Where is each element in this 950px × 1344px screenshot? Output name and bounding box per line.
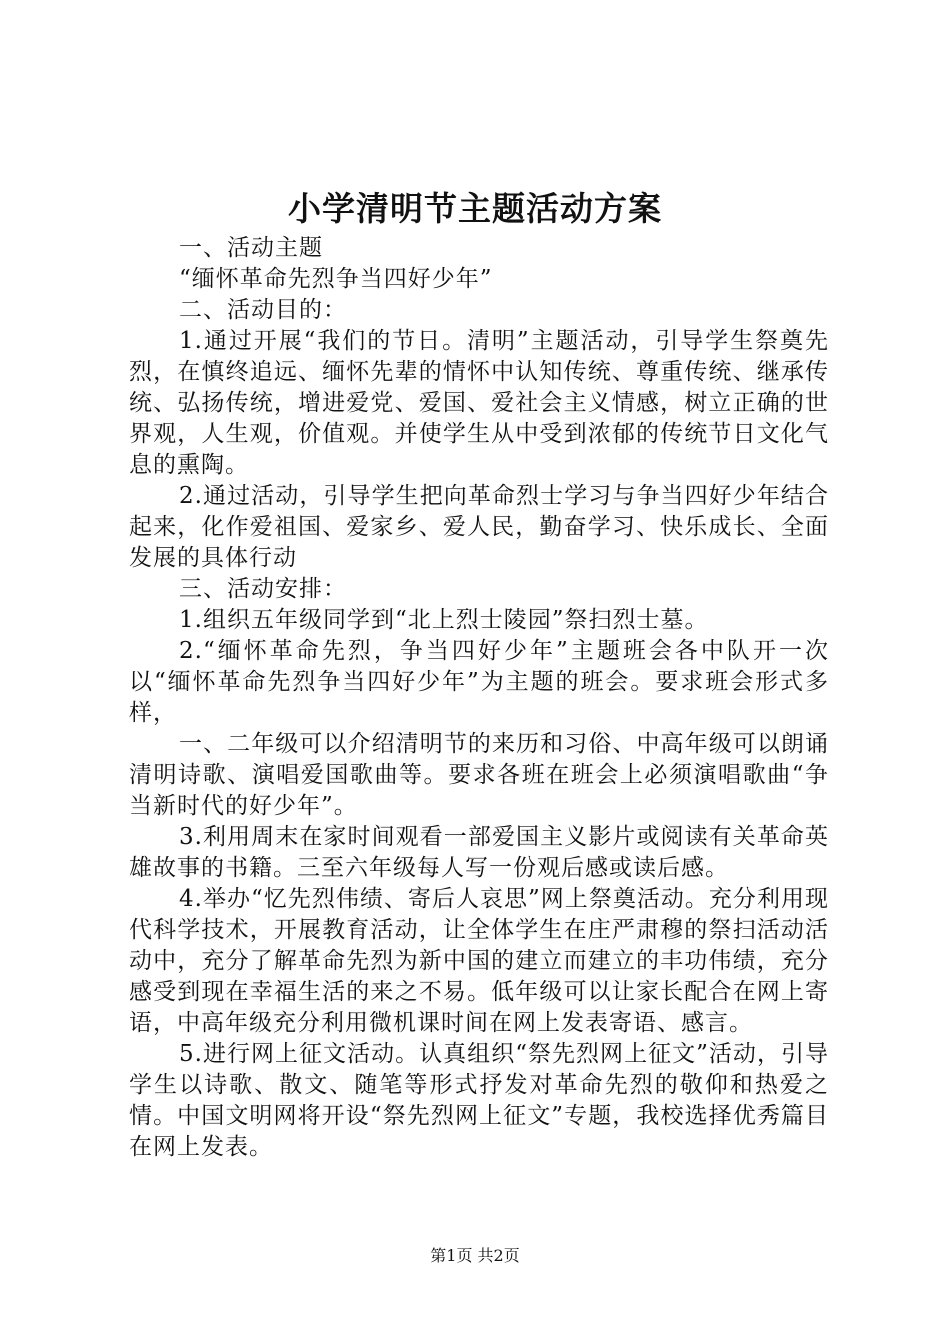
page-footer: 第1页 共2页 <box>430 1246 520 1265</box>
arrangement-item-2: 2.“缅怀革命先烈，争当四好少年”主题班会各中队开一次以“缅怀革命先烈争当四好少年”为主题的班会。要求班会形式多样， <box>129 638 829 726</box>
theme-slogan: “缅怀革命先烈争当四好少年” <box>179 266 493 292</box>
purpose-item-1: 1.通过开展“我们的节日。清明”主题活动，引导学生祭奠先烈，在慎终追远、缅怀先辈的情怀中认知传统、尊重传统、继承传统、弘扬传统，增进爱党、爱国、爱社会主义情感，树立正确的世界观，人生观，价值观。并使学生从中受到浓郁的传统节日文化气息的熏陶。 <box>129 328 829 478</box>
page-title: 小学清明节主题活动方案 <box>288 189 662 228</box>
section-heading-arrangement: 三、活动安排： <box>179 576 347 602</box>
section-heading-theme: 一、活动主题 <box>179 235 323 261</box>
arrangement-item-5: 5.进行网上征文活动。认真组织“祭先烈网上征文”活动，引导学生以诗歌、散文、随笔等形式抒发对革命先烈的敬仰和热爱之情。中国文明网将开设“祭先烈网上征文”专题，我校选择优秀篇目在网上发表。 <box>129 1041 829 1160</box>
arrangement-item-1: 1.组织五年级同学到“北上烈士陵园”祭扫烈士墓。 <box>179 607 709 633</box>
purpose-item-2: 2.通过活动，引导学生把向革命烈士学习与争当四好少年结合起来，化作爱祖国、爱家乡、爱人民，勤奋学习、快乐成长、全面发展的具体行动 <box>129 483 829 571</box>
document-body <box>129 233 829 1163</box>
arrangement-item-2-detail: 一、二年级可以介绍清明节的来历和习俗、中高年级可以朗诵清明诗歌、演唱爱国歌曲等。要求各班在班会上必须演唱歌曲“争当新时代的好少年”。 <box>129 731 829 819</box>
arrangement-item-3: 3.利用周末在家时间观看一部爱国主义影片或阅读有关革命英雄故事的书籍。三至六年级每人写一份观后感或读后感。 <box>129 824 829 881</box>
section-heading-purpose: 二、活动目的： <box>179 297 347 323</box>
arrangement-item-4: 4.举办“忆先烈伟绩、寄后人哀思”网上祭奠活动。充分利用现代科学技术，开展教育活动，让全体学生在庄严肃穆的祭扫活动活动中，充分了解革命先烈为新中国的建立而建立的丰功伟绩，充分感受到现在幸福生活的来之不易。低年级可以让家长配合在网上寄语，中高年级充分利用微机课时间在网上发表寄语、感言。 <box>129 886 829 1036</box>
